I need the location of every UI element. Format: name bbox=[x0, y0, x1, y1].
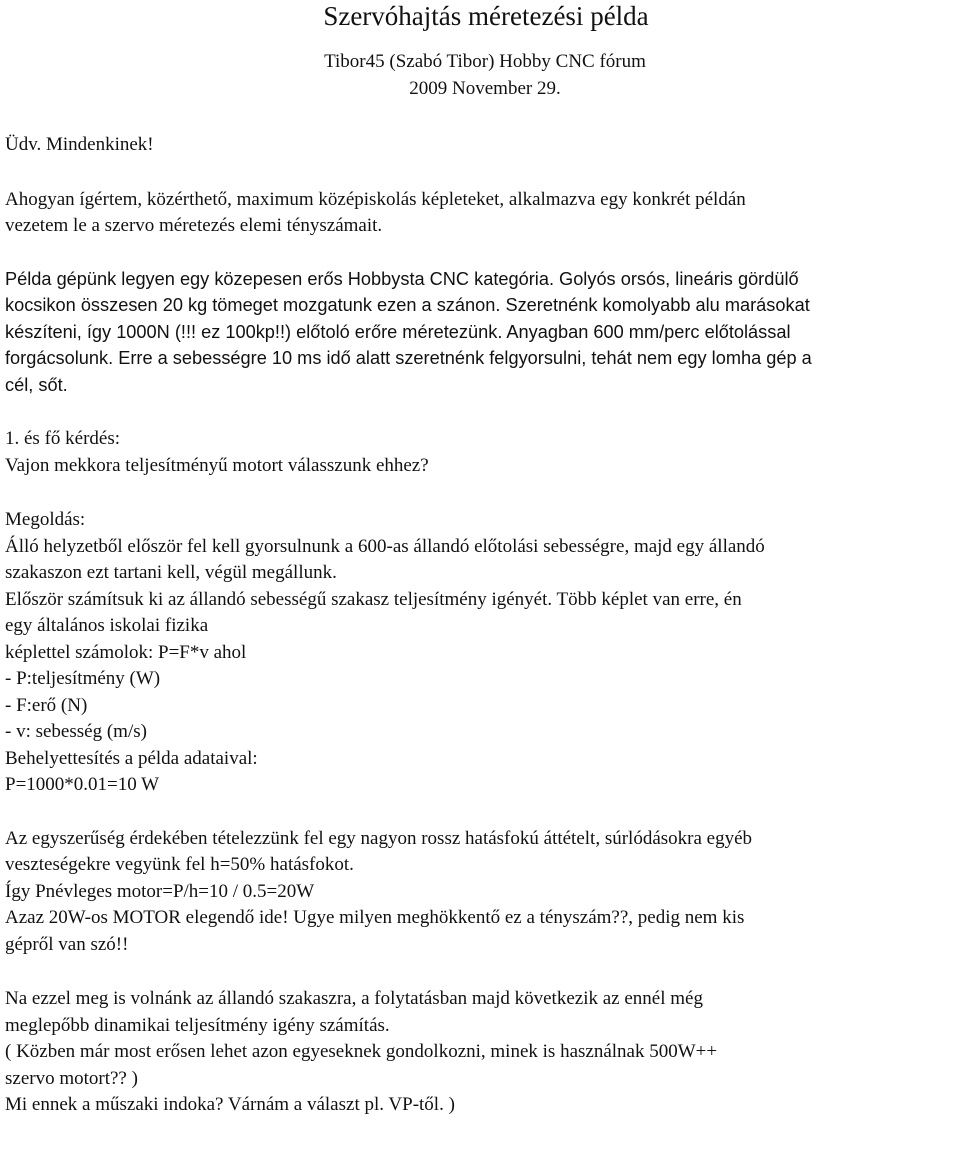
closing-line: Na ezzel meg is volnánk az állandó szakaszra, a folytatásban majd következik az ennél még bbox=[5, 988, 703, 1009]
example-line: forgácsolunk. Erre a sebességre 10 ms idő alatt szeretnénk felgyorsulni, tehát nem egy lomha gép a bbox=[5, 348, 812, 368]
solution-line: Először számítsuk ki az állandó sebességű szakasz teljesítmény igényét. Több képlet van erre, én bbox=[5, 588, 742, 610]
question-text: Vajon mekkora teljesítményű motort válasszunk ehhez? bbox=[5, 454, 429, 476]
efficiency-line: gépről van szó!! bbox=[5, 933, 129, 955]
intro-line: Ahogyan ígértem, közérthető, maximum középiskolás képleteket, alkalmazva egy konkrét példán bbox=[5, 188, 746, 210]
solution-line: képlettel számolok: P=F*v ahol bbox=[5, 641, 247, 663]
solution-line: egy általános iskolai fizika bbox=[5, 615, 209, 636]
closing-line: ( Közben már most erősen lehet azon egyeseknek gondolkozni, minek is használnak 500W++ bbox=[5, 1041, 718, 1062]
closing-line: szervo motort?? ) bbox=[5, 1067, 138, 1089]
solution-line: - P:teljesítmény (W) bbox=[5, 668, 161, 689]
document-title: Szervóhajtás méretezési példa bbox=[323, 1, 649, 31]
solution-line: - F:erő (N) bbox=[5, 694, 88, 716]
greeting: Üdv. Mindenkinek! bbox=[5, 134, 154, 155]
efficiency-line: Így Pnévleges motor=P/h=10 / 0.5=20W bbox=[5, 880, 315, 902]
date-line: 2009 November 29. bbox=[409, 78, 561, 99]
solution-line: Álló helyzetből először fel kell gyorsulnunk a 600-as állandó előtolási sebességre, majd egy állandó bbox=[5, 535, 765, 557]
question-heading: 1. és fő kérdés: bbox=[5, 428, 121, 449]
solution-line: szakaszon ezt tartani kell, végül megállunk. bbox=[5, 562, 337, 583]
closing-line: meglepőbb dinamikai teljesítmény igény számítás. bbox=[5, 1014, 390, 1036]
example-paragraph bbox=[5, 266, 955, 399]
efficiency-paragraph bbox=[5, 826, 955, 959]
byline bbox=[10, 48, 960, 102]
efficiency-line: Azaz 20W-os MOTOR elegendő ide! Ugye milyen meghökkentő ez a tényszám??, pedig nem kis bbox=[5, 907, 745, 928]
author-line: Tibor45 (Szabó Tibor) Hobby CNC fórum bbox=[324, 51, 646, 72]
question-paragraph bbox=[5, 426, 955, 479]
example-line: cél, sőt. bbox=[5, 374, 68, 395]
efficiency-line: Az egyszerűség érdekében tételezzünk fel egy nagyon rossz hatásfokú áttételt, súrlódásokra egyéb bbox=[5, 827, 753, 849]
solution-line: - v: sebesség (m/s) bbox=[5, 721, 147, 742]
example-line: Példa gépünk legyen egy közepesen erős Hobbysta CNC kategória. Golyós orsós, lineáris gördülő bbox=[5, 268, 799, 289]
intro-paragraph bbox=[5, 187, 955, 240]
solution-paragraph bbox=[5, 507, 955, 799]
example-line: kocsikon összesen 20 kg tömeget mozgatunk ezen a szánon. Szeretnénk komolyabb alu marásokat bbox=[5, 295, 810, 315]
formula-result: P=1000*0.01=10 W bbox=[5, 774, 160, 795]
solution-heading: Megoldás: bbox=[5, 509, 86, 530]
efficiency-line: veszteségekre vegyünk fel h=50% hatásfokot. bbox=[5, 854, 354, 875]
intro-line: vezetem le a szervo méretezés elemi tényszámait. bbox=[5, 215, 383, 236]
closing-paragraph bbox=[5, 986, 955, 1119]
closing-line: Mi ennek a műszaki indoka? Várnám a választ pl. VP-től. ) bbox=[5, 1094, 455, 1115]
example-line: készíteni, így 1000N (!!! ez 100kp!!) előtoló erőre méretezünk. Anyagban 600 mm/perc előtolással bbox=[5, 321, 791, 342]
solution-line: Behelyettesítés a példa adataival: bbox=[5, 747, 258, 769]
document-page bbox=[5, 0, 955, 1119]
